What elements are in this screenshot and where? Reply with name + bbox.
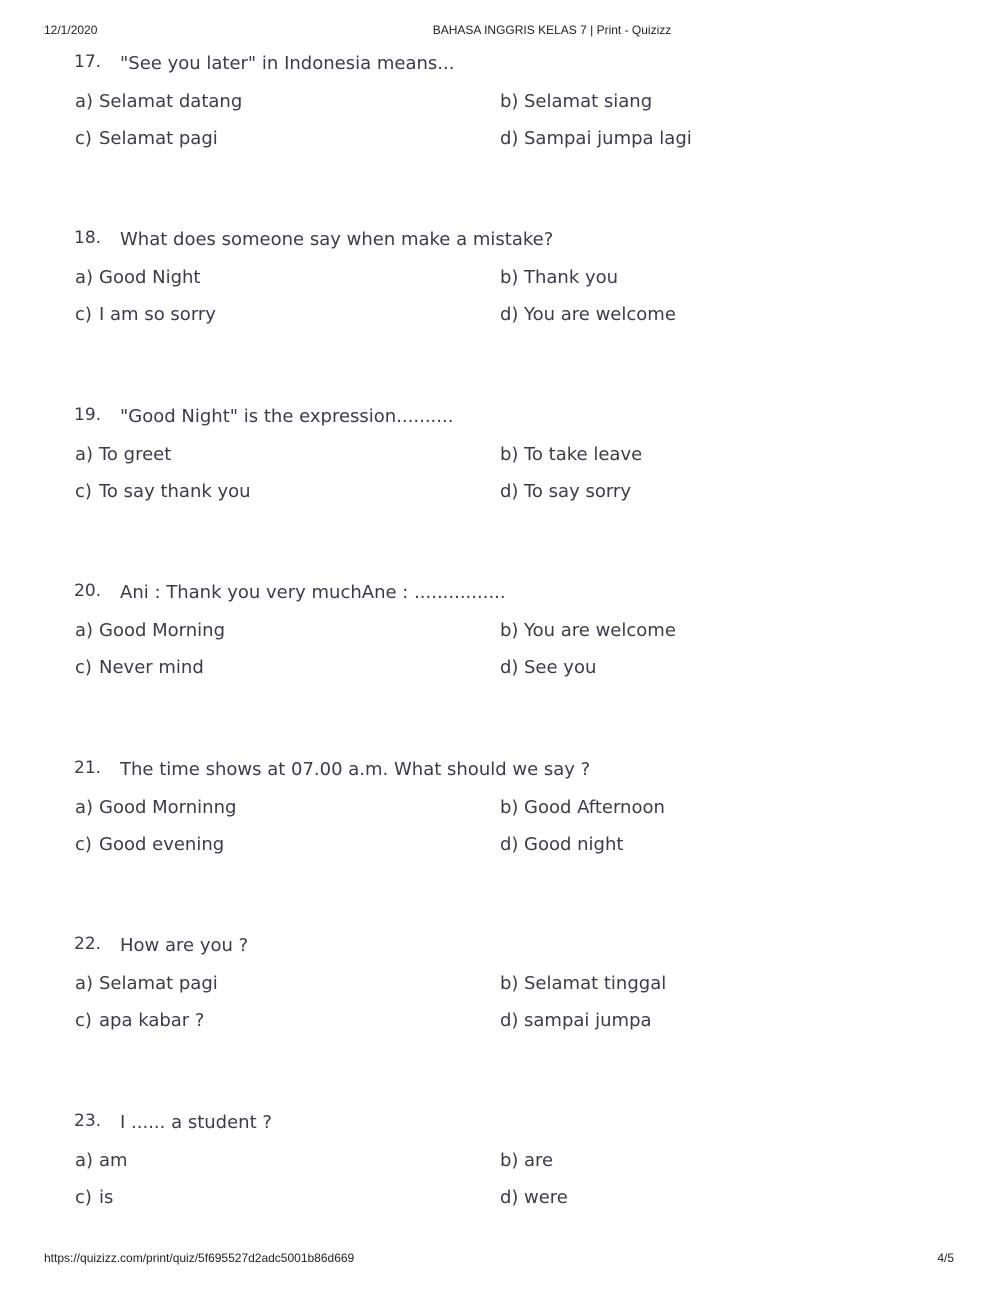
option-c — [75, 657, 204, 678]
option-b — [500, 91, 652, 112]
option-letter: b) — [500, 797, 519, 818]
print-date: 12/1/2020 — [44, 23, 98, 37]
option-text: Good night — [524, 834, 624, 855]
question-text: "See you later" in Indonesia means... — [120, 53, 455, 74]
option-d — [500, 657, 596, 678]
option-text: am — [99, 1150, 128, 1171]
option-c — [75, 1187, 113, 1208]
option-text: Good Morning — [99, 620, 225, 641]
question-23 — [0, 1111, 1000, 1271]
option-c — [75, 304, 216, 325]
question-17 — [0, 52, 1000, 212]
option-d — [500, 481, 631, 502]
question-number: 21. — [74, 758, 102, 778]
option-text: Good Afternoon — [524, 797, 665, 818]
option-letter: b) — [500, 620, 519, 641]
option-letter: d) — [500, 1187, 519, 1208]
option-c — [75, 1010, 204, 1031]
option-text: You are welcome — [524, 620, 676, 641]
question-text: I ...... a student ? — [120, 1112, 272, 1133]
option-a — [75, 267, 200, 288]
option-text: I am so sorry — [99, 304, 216, 325]
option-text: Thank you — [524, 267, 619, 288]
option-letter: c) — [75, 1187, 92, 1208]
option-letter: c) — [75, 657, 92, 678]
option-letter: b) — [500, 91, 519, 112]
option-text: Good Morninng — [99, 797, 237, 818]
option-letter: c) — [75, 481, 92, 502]
question-18 — [0, 228, 1000, 388]
option-letter: d) — [500, 128, 519, 149]
option-letter: c) — [75, 128, 92, 149]
option-letter: a) — [75, 267, 94, 288]
option-letter: a) — [75, 973, 94, 994]
option-d — [500, 128, 692, 149]
print-title: BAHASA INGGRIS KELAS 7 | Print - Quizizz — [432, 23, 672, 37]
option-text: sampai jumpa — [524, 1010, 652, 1031]
option-letter: b) — [500, 973, 519, 994]
option-letter: d) — [500, 304, 519, 325]
option-d — [500, 834, 623, 855]
question-text: Ani : Thank you very muchAne : ................ — [120, 582, 506, 603]
option-letter: c) — [75, 304, 92, 325]
option-text: Selamat tinggal — [524, 973, 667, 994]
question-22 — [0, 934, 1000, 1094]
option-text: To greet — [99, 444, 172, 465]
option-d — [500, 1010, 652, 1031]
option-a — [75, 797, 236, 818]
option-text: To say thank you — [99, 481, 251, 502]
option-c — [75, 128, 218, 149]
option-letter: a) — [75, 444, 94, 465]
question-19 — [0, 405, 1000, 565]
option-text: were — [524, 1187, 568, 1208]
question-text: The time shows at 07.00 a.m. What should we say ? — [120, 759, 591, 780]
print-url: https://quizizz.com/print/quiz/5f695527d2adc5001b86d669 — [44, 1251, 355, 1265]
option-b — [500, 620, 676, 641]
option-b — [500, 267, 618, 288]
question-20 — [0, 581, 1000, 741]
option-text: Selamat datang — [99, 91, 243, 112]
question-number: 19. — [74, 405, 102, 425]
option-a — [75, 444, 171, 465]
option-a — [75, 973, 218, 994]
option-letter: d) — [500, 1010, 519, 1031]
option-text: See you — [524, 657, 597, 678]
option-text: Selamat pagi — [99, 973, 218, 994]
option-b — [500, 797, 665, 818]
print-footer — [0, 1251, 1000, 1267]
option-d — [500, 304, 676, 325]
option-text: Good Night — [99, 267, 201, 288]
option-c — [75, 834, 224, 855]
question-number: 17. — [74, 52, 102, 72]
option-a — [75, 91, 242, 112]
option-letter: d) — [500, 657, 519, 678]
question-number: 20. — [74, 581, 102, 601]
option-letter: d) — [500, 834, 519, 855]
option-b — [500, 1150, 553, 1171]
question-21 — [0, 758, 1000, 918]
option-text: are — [524, 1150, 554, 1171]
option-a — [75, 1150, 128, 1171]
option-letter: a) — [75, 1150, 94, 1171]
question-number: 22. — [74, 934, 102, 954]
option-letter: a) — [75, 620, 94, 641]
option-a — [75, 620, 225, 641]
option-letter: b) — [500, 1150, 519, 1171]
option-b — [500, 444, 642, 465]
option-letter: d) — [500, 481, 519, 502]
option-letter: c) — [75, 1010, 92, 1031]
option-text: Selamat pagi — [99, 128, 218, 149]
question-text: What does someone say when make a mistake? — [120, 229, 554, 250]
option-text: apa kabar ? — [99, 1010, 205, 1031]
option-letter: b) — [500, 267, 519, 288]
option-letter: b) — [500, 444, 519, 465]
option-text: Sampai jumpa lagi — [524, 128, 692, 149]
option-c — [75, 481, 251, 502]
question-number: 18. — [74, 228, 102, 248]
option-letter: a) — [75, 91, 94, 112]
option-text: is — [99, 1187, 114, 1208]
option-text: To say sorry — [524, 481, 631, 502]
question-number: 23. — [74, 1111, 102, 1131]
option-text: To take leave — [524, 444, 643, 465]
question-text: How are you ? — [120, 935, 249, 956]
option-letter: a) — [75, 797, 94, 818]
print-header — [0, 23, 1000, 39]
option-text: Selamat siang — [524, 91, 653, 112]
option-letter: c) — [75, 834, 92, 855]
option-d — [500, 1187, 568, 1208]
page-number: 4/5 — [937, 1251, 954, 1265]
question-text: "Good Night" is the expression.......... — [120, 406, 454, 427]
option-text: You are welcome — [524, 304, 676, 325]
option-text: Good evening — [99, 834, 225, 855]
option-text: Never mind — [99, 657, 204, 678]
option-b — [500, 973, 666, 994]
